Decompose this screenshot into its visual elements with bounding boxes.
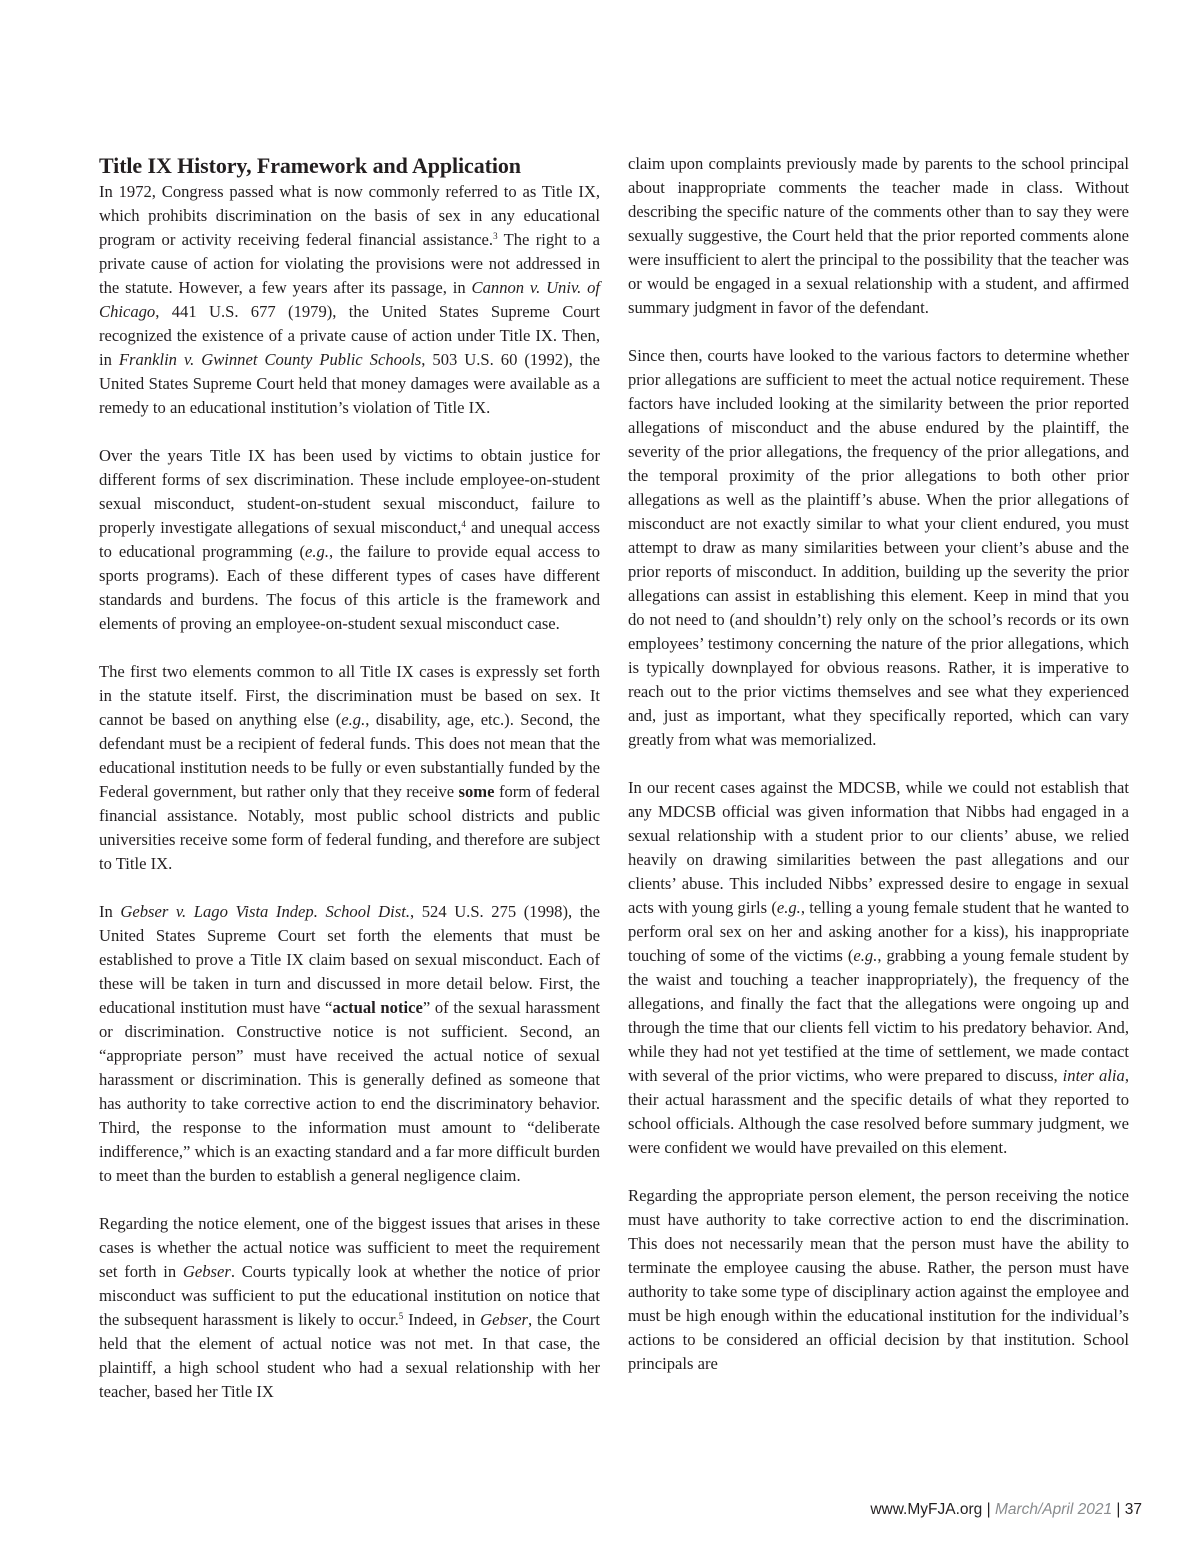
text-run: form of federal financial assistance. Notably, most public school districts and public universities receive some form of federal funding, and therefore are subject to Title IX. bbox=[99, 782, 600, 873]
footer-issue-date: March/April 2021 bbox=[994, 1501, 1113, 1518]
text-run: Gebser bbox=[480, 1310, 529, 1329]
text-run: , disability, age, etc.). Second, the defendant must be a recipient of federal funds. This does not mean that the educational institution needs to be fully or even substantially funded by the Federal government, but rather only that they receive bbox=[99, 710, 600, 801]
right-paragraphs bbox=[628, 152, 1129, 1376]
text-run: e.g. bbox=[341, 710, 366, 729]
text-run: actual notice bbox=[332, 998, 423, 1017]
text-run: Regarding the notice element, one of the biggest issues that arises in these cases is whether the actual notice was sufficient to meet the requirement set forth in bbox=[99, 1214, 600, 1281]
footer-site[interactable]: www.MyFJA.org bbox=[870, 1501, 983, 1518]
text-run: . Courts typically look at whether the notice of prior misconduct was sufficient to put the educational institution on notice that the subsequent harassment is likely to occur. bbox=[99, 1262, 600, 1329]
text-run: , grabbing a young female student by the waist and touching a teacher inappropriately), the frequency of the allegations, and finally the fact that the allegations were ongoing up and through the time that our clients fell victim to his predatory behavior. And, while they had not yet testified at the time of settlement, we made contact with several of the prior victims, who were prepared to discuss, bbox=[628, 946, 1129, 1085]
text-run: claim upon complaints previously made by parents to the school principal about inappropriate comments the teacher made in class. Without describing the specific nature of the comments other than to say they were sexually suggestive, the Court held that the prior reported comments alone were insufficient to alert the principal to the possibility that the teacher was or would be engaged in a sexual relationship with a student, and affirmed summary judgment in favor of the defendant. bbox=[628, 154, 1129, 317]
text-run: , 524 U.S. 275 (1998), the United States Supreme Court set forth the elements that must be established to prove a Title IX claim based on sexual misconduct. Each of these will be taken in turn and discussed in more detail below. First, the educational institution must have “ bbox=[99, 902, 600, 1017]
paragraph bbox=[99, 444, 600, 636]
paragraph bbox=[99, 180, 600, 420]
text-run: Franklin v. Gwinnet County Public Schools bbox=[118, 350, 422, 369]
text-run: , the Court held that the element of actual notice was not met. In that case, the plaintiff, a high school student who had a sexual relationship with her teacher, based her Title IX bbox=[99, 1310, 600, 1401]
paragraph bbox=[628, 776, 1129, 1160]
text-run: Over the years Title IX has been used by victims to obtain justice for different forms of sex discrimination. These include employee-on-student sexual misconduct, student-on-student sexual misconduct, failure to properly investigate allegations of sexual misconduct, bbox=[99, 446, 600, 537]
text-run: e.g. bbox=[776, 898, 801, 917]
text-run: ” of the sexual harassment or discrimination. Constructive notice is not sufficient. Second, an “appropriate person” must have received the actual notice of sexual harassment or discrimination. This is generally defined as someone that has authority to take corrective action to end the discriminatory behavior. Third, the response to the information must amount to “deliberate indifference,” which is an exacting standard and a far more difficult burden to meet than the burden to establish a general negligence claim. bbox=[99, 998, 601, 1185]
text-run: e.g. bbox=[853, 946, 878, 965]
paragraph bbox=[99, 660, 600, 876]
text-run: The right to a private cause of action for violating the provisions were not addressed in the statute. However, a few years after its passage, in bbox=[99, 230, 600, 297]
text-run: In our recent cases against the MDCSB, while we could not establish that any MDCSB official was given information that Nibbs had engaged in a sexual relationship with a student prior to our clients’ abuse, we relied heavily on drawing similarities between the past allegations and our clients’ abuse. This included Nibbs’ expressed desire to engage in sexual acts with young girls ( bbox=[628, 778, 1129, 917]
footer-separator: | bbox=[982, 1501, 995, 1518]
text-run: Since then, courts have looked to the various factors to determine whether prior allegations are sufficient to meet the actual notice requirement. These factors have included looking at the similarity between the prior reported allegations of misconduct and the abuse endured by the plaintiff, the severity of the prior allegations, the frequency of the prior allegations, and the temporal proximity of the prior allegations to both other prior allegations as well as the plaintiff’s abuse. When the prior allegations of misconduct are not exactly similar to what your client endured, you must attempt to draw as many similarities between your client’s abuse and the prior reports of misconduct. In addition, building up the severity the prior allegations can assist in establishing this element. Keep in mind that you do not need to (and shouldn’t) rely only on the school’s records or its own employees’ testimony concerning the nature of the prior allegations, which is typically downplayed for obvious reasons. Rather, it is imperative to reach out to the prior victims themselves and see what they experienced and, just as important, what they specifically reported, which can vary greatly from what was memorialized. bbox=[628, 346, 1129, 749]
text-run: some bbox=[458, 782, 495, 801]
text-run: , telling a young female student that he wanted to perform oral sex on her and asking another for a kiss), his inappropriate touching of some of the victims ( bbox=[628, 898, 1129, 965]
paragraph bbox=[628, 344, 1129, 752]
paragraph bbox=[99, 900, 600, 1188]
page-footer bbox=[870, 1501, 1142, 1519]
paragraph bbox=[628, 152, 1129, 320]
text-run: e.g. bbox=[305, 542, 329, 561]
left-paragraphs bbox=[99, 180, 600, 1404]
section-heading: Title IX History, Framework and Application bbox=[99, 153, 521, 178]
text-run: , the failure to provide equal access to sports programs). Each of these different types of cases have different standards and burdens. The focus of this article is the framework and elements of proving an employee-on-student sexual misconduct case. bbox=[99, 542, 600, 633]
text-run: Gebser bbox=[182, 1262, 231, 1281]
footnote-ref: 4 bbox=[461, 519, 466, 529]
footnote-ref: 3 bbox=[493, 231, 498, 241]
text-run: , 503 U.S. 60 (1992), the United States Supreme Court held that money damages were available as a remedy to an educational institution’s violation of Title IX. bbox=[99, 350, 601, 417]
text-run: In 1972, Congress passed what is now commonly referred to as Title IX, which prohibits discrimination on the basis of sex in any educational program or activity receiving federal financial assistance. bbox=[99, 182, 600, 249]
paragraph bbox=[628, 1184, 1129, 1376]
text-run: Cannon v. Univ. of Chicago bbox=[99, 278, 600, 321]
text-run: Indeed, in bbox=[403, 1310, 481, 1329]
text-run: , 441 U.S. 677 (1979), the United States Supreme Court recognized the existence of a private cause of action under Title IX. Then, in bbox=[99, 302, 600, 369]
text-run: , their actual harassment and the specific details of what they reported to school officials. Although the case resolved before summary judgment, we were confident we would have prevailed on this element. bbox=[628, 1066, 1129, 1157]
page-number: 37 bbox=[1124, 1501, 1142, 1518]
text-run: Gebser v. Lago Vista Indep. School Dist. bbox=[120, 902, 410, 921]
right-column bbox=[628, 152, 1129, 1376]
text-run: inter alia bbox=[1062, 1066, 1125, 1085]
left-column bbox=[99, 152, 600, 1404]
text-run: The first two elements common to all Title IX cases is expressly set forth in the statute itself. First, the discrimination must be based on sex. It cannot be based on anything else ( bbox=[99, 662, 600, 729]
text-run: In bbox=[99, 902, 121, 921]
text-run: Regarding the appropriate person element, the person receiving the notice must have authority to take corrective action to end the discrimination. This does not necessarily mean that the person must have the ability to terminate the employee causing the abuse. Rather, the person must have authority to take some type of disciplinary action against the employee and must be high enough within the educational institution for the individual’s actions to be considered an official decision by that institution. School principals are bbox=[628, 1186, 1129, 1373]
paragraph bbox=[99, 1212, 600, 1404]
footer-separator: | bbox=[1112, 1501, 1125, 1518]
footnote-ref: 5 bbox=[398, 1311, 404, 1321]
text-run: and unequal access to educational programming ( bbox=[99, 518, 600, 561]
